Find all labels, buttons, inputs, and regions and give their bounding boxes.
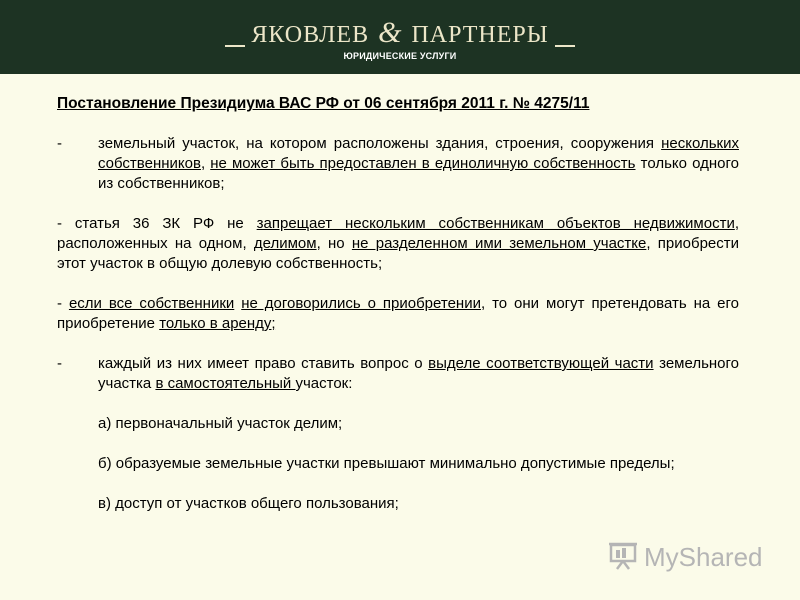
brand-logo: [0, 16, 800, 50]
brand-line-right: [555, 45, 575, 47]
text-run: каждый из них имеет право ставить вопрос о: [98, 355, 429, 372]
underlined-run: только в аренду;: [159, 315, 276, 332]
text-run: ,: [200, 155, 211, 172]
paragraph-2: [57, 214, 739, 274]
bullet-dash: -: [57, 355, 62, 372]
brand-tagline: ЮРИДИЧЕСКИЕ УСЛУГИ: [343, 51, 457, 61]
presentation-icon: [608, 540, 638, 570]
document-body: [57, 94, 739, 534]
bullet-1: [57, 134, 739, 194]
underlined-run: запрещает нескольким собственникам объектов недвижимости: [256, 215, 735, 232]
text-run: , но: [316, 235, 352, 252]
text-run: земельного участка: [98, 355, 739, 392]
brand-line-left: [225, 45, 245, 47]
bullet-4: [57, 354, 739, 394]
underlined-run: в самостоятельный: [155, 375, 296, 392]
brand-left: ЯКОВЛЕВ: [251, 22, 370, 48]
text-run: - статья 36 ЗК РФ не: [57, 215, 257, 232]
watermark-text: MyShared: [644, 542, 763, 572]
underlined-run: если все собственники: [68, 295, 235, 312]
text-run: , то они могут претендовать на его приобретение: [57, 295, 739, 332]
header-banner: [0, 0, 800, 74]
underlined-run: не может быть предоставлен в единоличную собственность: [210, 155, 636, 172]
watermark: [608, 538, 764, 574]
underlined-run: нескольких собственников: [98, 135, 739, 172]
bullet-dash: -: [57, 135, 62, 152]
text-run: земельный участок, на котором расположены здания, строения, сооружения: [98, 135, 662, 152]
underlined-run: не разделенном ими земельном участке: [351, 235, 647, 252]
text-run: -: [57, 295, 69, 312]
sub-item-a: а) первоначальный участок делим;: [98, 415, 343, 432]
text-run: участок:: [295, 375, 353, 392]
sub-item-c: в) доступ от участков общего пользования;: [98, 495, 399, 512]
document-title: Постановление Президиума ВАС РФ от 06 сентября 2011 г. № 4275/11: [57, 95, 590, 112]
underlined-run: выделе соответствующей части: [428, 355, 654, 372]
brand-amp: &: [378, 16, 403, 49]
paragraph-3: [57, 294, 739, 334]
text-run: только одного из собственников;: [98, 155, 739, 192]
underlined-run: делимом: [253, 235, 317, 252]
brand-right: ПАРТНЕРЫ: [411, 22, 549, 48]
sub-item-b: б) образуемые земельные участки превышают минимально допустимые пределы;: [98, 455, 675, 472]
text-run: , расположенных на одном,: [57, 215, 739, 252]
underlined-run: не договорились о приобретении: [241, 295, 481, 312]
text-run: , приобрести этот участок в общую долевую собственность;: [57, 235, 740, 272]
